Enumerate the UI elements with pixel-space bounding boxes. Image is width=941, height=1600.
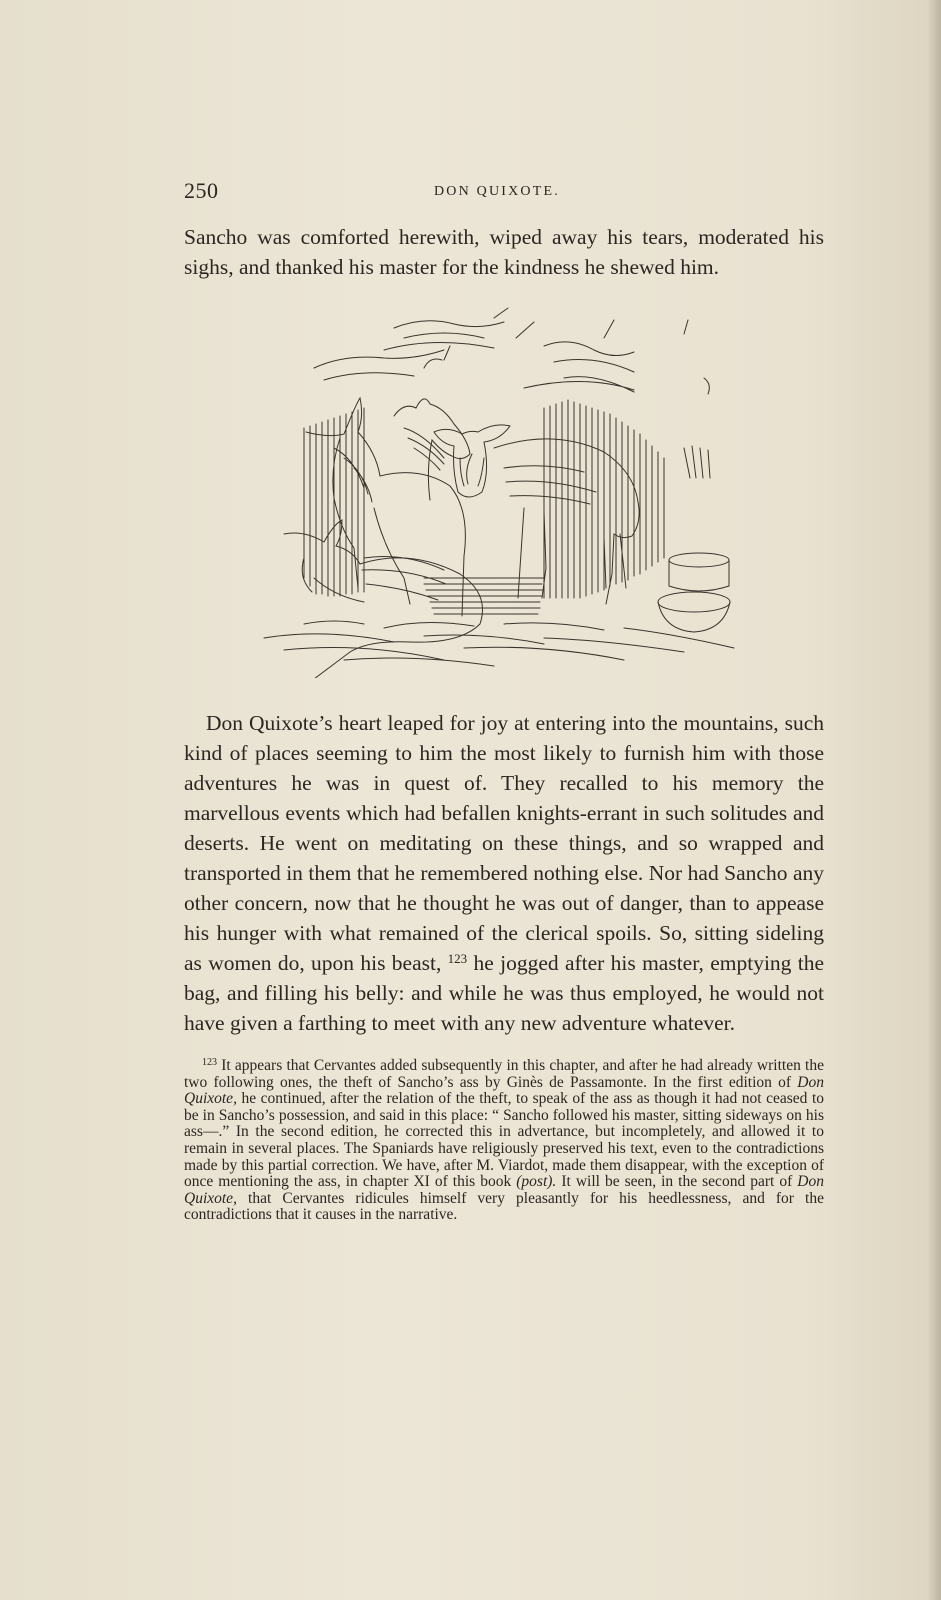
footnote-text-2: he continued, after the relation of the theft, to speak of the ass as though it had not ceased to be in Sancho’s possession, and said in this place: “ Sancho followed his master, sitting sideways on his ass—.” In the second edition, he corrected this in advertance, but incompletely, and allowed it to remain in several places. The Spaniards have religiously preserved his text, even to the contradictions made by this partial correction. We have, after M. Viardot, made them disappear, with the exception of once mentioning the ass, in chapter XI of this book [184, 1090, 825, 1191]
footnote-number: 123 [202, 1057, 217, 1068]
main-paragraph [184, 708, 824, 1038]
footnote-text-1: It appears that Cervantes added subsequently in this chapter, and after he had already written the two following ones, the theft of Sancho’s ass by Ginès de Passamonte. In the first edition of [184, 1057, 824, 1091]
footnote-italic-title-2: Don Quixote, [184, 1173, 824, 1207]
footnote-italic-post: (post). [516, 1173, 557, 1191]
main-paragraph-text-1: Don Quixote’s heart leaped for joy at entering into the mountains, such kind of places seeming to him the most likely to furnish him with those adventures he was in quest of. They recalled to his memory the marvellous events which had befallen knights-errant in such solitudes and deserts. He went on meditating on these things, and so wrapped and transported in them that he remembered nothing else. Nor had Sancho any other concern, now that he thought he was out of danger, than to appease his hunger with what remained of the clerical spoils. So, sitting sideling as women do, upon his beast, [184, 711, 824, 975]
footnote-italic-title-1: Don Quixote, [184, 1073, 824, 1108]
donkeys-engraving [244, 298, 750, 678]
main-paragraph-text-2: he jogged after his master, emptying the bag, and filling his belly: and while he was thus employed, he would not have given a farthing to meet with any new adventure whatever. [184, 951, 825, 1035]
footnote-text-4: that Cervantes ridicules himself very pleasantly for his heedlessness, and for the contradictions that it causes in the narrative. [184, 1189, 824, 1224]
footnote [184, 1058, 824, 1224]
opening-paragraph: Sancho was comforted herewith, wiped away his tears, moderated his sighs, and thanked his master for the kindness he shewed him. [184, 225, 824, 279]
page-number: 250 [184, 178, 219, 203]
running-title: DON QUIXOTE. [434, 184, 560, 199]
page-header [184, 178, 824, 208]
footnote-text-3: It will be seen, in the second part of [561, 1173, 793, 1191]
footnote-reference[interactable]: 123 [447, 951, 468, 966]
page-edge-shadow [927, 0, 941, 1600]
